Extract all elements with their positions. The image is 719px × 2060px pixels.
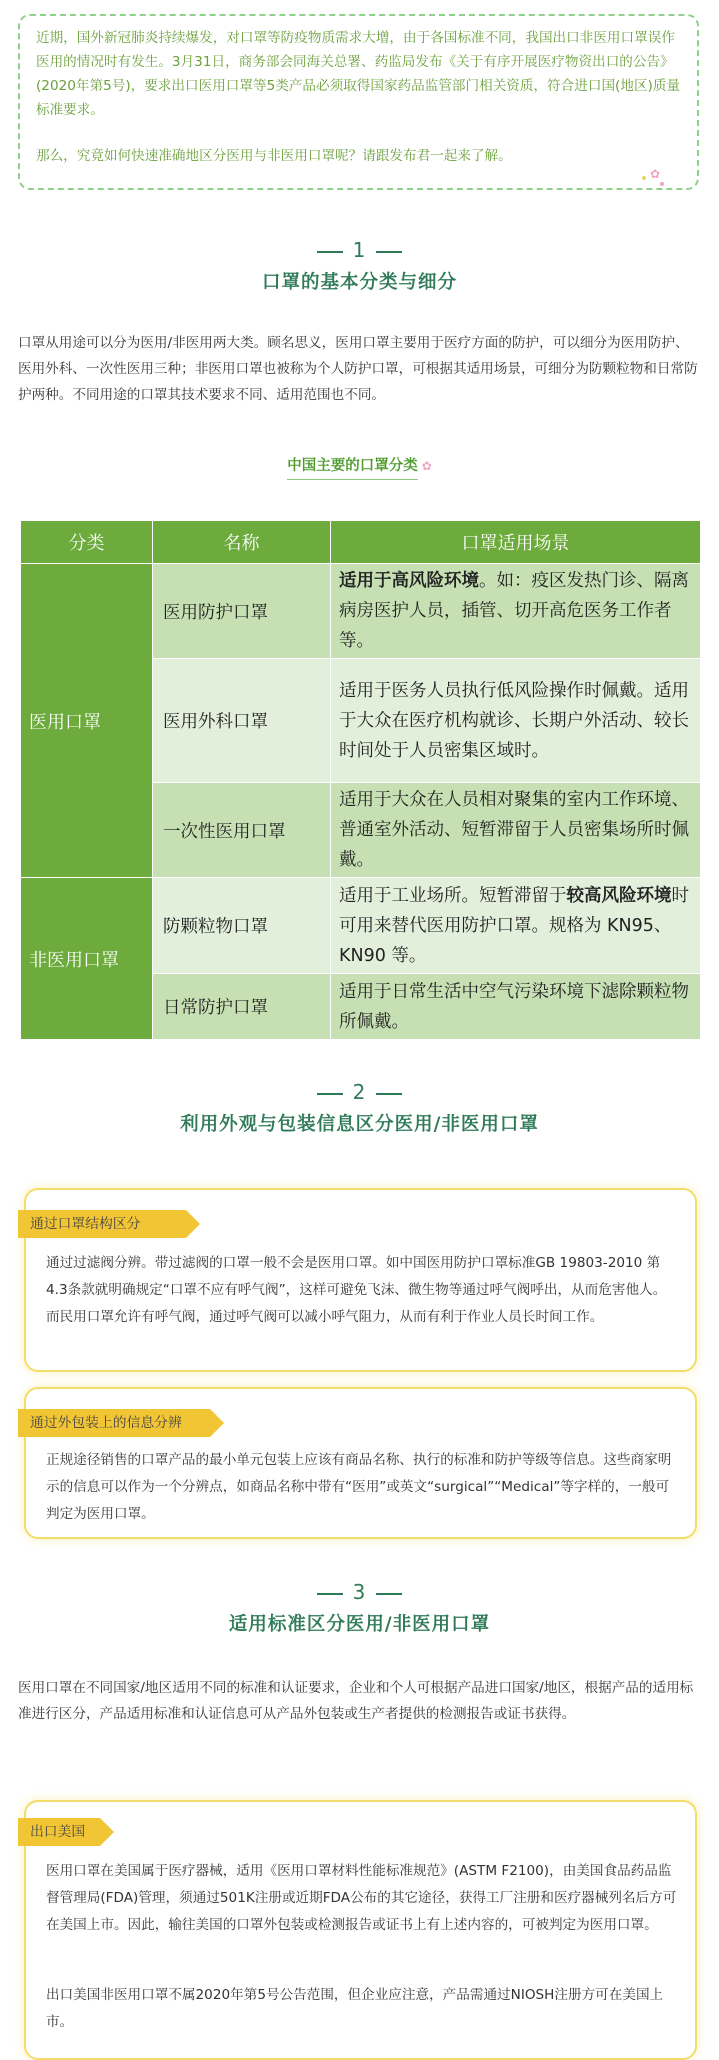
mask-scenario: 适用于大众在人员相对聚集的室内工作环境、普通室外活动、短暂滞留于人员密集场所时佩戴。 [331,783,701,878]
section-1-title: 口罩的基本分类与细分 [261,272,457,293]
mask-name: 一次性医用口罩 [153,783,331,878]
section-3-number: 3 [0,1580,719,1604]
flower-icon: ✿ [421,459,432,473]
flower-icon: ✿ [650,167,661,181]
section-2-number: 2 [0,1080,719,1104]
mask-scenario: 适用于工业场所。短暂滞留于较高风险环境时可用来替代医用防护口罩。规格为 KN95、KN90 等。 [331,878,701,974]
card-text: 通过过滤阀分辨。带过滤阀的口罩一般不会是医用口罩。如中国医用防护口罩标准GB 19803-2010 第4.3条款就明确规定“口罩不应有呼气阀”，这样可避免飞沫、微生物等通过呼气阀呼出，从而危害他人。而民用口罩允许有呼气阀，通过呼气阀可以减小呼气阻力，从而有利于作业人员长时间工作。 [46,1255,667,1325]
card-tag: 通过口罩结构区分 [18,1210,186,1238]
table-header: 名称 [153,521,331,564]
table-subheading: 中国主要的口罩分类 ✿ [0,454,719,480]
section-3-body: 医用口罩在不同国家/地区适用不同的标准和认证要求，企业和个人可根据产品进口国家/地区，根据产品的适用标准进行区分，产品适用标准和认证信息可从产品外包装或生产者提供的检测报告或证书获得。 [18,1680,694,1722]
mask-name: 医用外科口罩 [153,659,331,783]
mask-name: 日常防护口罩 [153,974,331,1040]
section-1-body: 口罩从用途可以分为医用/非医用两大类。顾名思义，医用口罩主要用于医疗方面的防护，可以细分为医用防护、医用外科、一次性医用三种；非医用口罩也被称为个人防护口罩，可根据其适用场景，可细分为防颗粒物和日常防护两种。不同用途的口罩其技术要求不同、适用范围也不同。 [18,335,698,403]
mask-scenario: 适用于高风险环境。如：疫区发热门诊、隔离病房医护人员，插管、切开高危医务工作者等。 [331,564,701,659]
mask-name: 防颗粒物口罩 [153,878,331,974]
card-text: 医用口罩在美国属于医疗器械，适用《医用口罩材料性能标准规范》(ASTM F2100)，由美国食品药品监督管理局(FDA)管理，须通过501K注册或近期FDA公布的其它途径，获得工厂注册和医疗器械列名后方可在美国上市。因此，输往美国的口罩外包装或检测报告或证书上有上述内容的，可被判定为医用口罩。 [46,1863,677,1933]
card-text: 出口美国非医用口罩不属2020年第5号公告范围，但企业应注意，产品需通过NIOSH注册方可在美国上市。 [46,1987,664,2030]
packaging-card [24,1387,697,1539]
mask-scenario: 适用于日常生活中空气污染环境下滤除颗粒物所佩戴。 [331,974,701,1040]
mask-name: 医用防护口罩 [153,564,331,659]
section-2-title: 利用外观与包装信息区分医用/非医用口罩 [180,1114,539,1135]
category-cell: 医用口罩 [21,564,153,878]
section-1-number: 1 [0,238,719,262]
dot-icon [660,182,664,186]
card-tag: 出口美国 [18,1818,100,1846]
dot-icon [642,176,646,180]
section-3-title: 适用标准区分医用/非医用口罩 [228,1614,491,1635]
table-row [21,878,701,974]
intro-box [18,14,699,190]
table-row [21,564,701,659]
mask-scenario: 适用于医务人员执行低风险操作时佩戴。适用于大众在医疗机构就诊、长期户外活动、较长时间处于人员密集区域时。 [331,659,701,783]
card-text: 正规途径销售的口罩产品的最小单元包装上应该有商品名称、执行的标准和防护等级等信息。这些商家明示的信息可以作为一个分辨点，如商品名称中带有“医用”或英文“surgical”“Medical”等字样的，一般可判定为医用口罩。 [46,1452,672,1522]
usa-export-card [24,1800,697,2060]
intro-paragraph-1: 近期，国外新冠肺炎持续爆发，对口罩等防疫物质需求大增，由于各国标准不同，我国出口非医用口罩误作医用的情况时有发生。3月31日，商务部会同海关总署、药监局发布《关于有序开展医疗物资出口的公告》(2020年第5号)，要求出口医用口罩等5类产品必须取得国家药品监管部门相关资质，符合进口国(地区)质量标准要求。 [36,30,681,118]
category-cell: 非医用口罩 [21,878,153,1040]
table-header: 口罩适用场景 [331,521,701,564]
structure-card [24,1188,697,1372]
card-tag: 通过外包装上的信息分辨 [18,1409,210,1437]
table-header-row [21,521,701,564]
mask-classification-table [20,520,701,1040]
intro-paragraph-2: 那么，究竟如何快速准确地区分医用与非医用口罩呢？请跟发布君一起来了解。 [36,148,512,164]
table-header: 分类 [21,521,153,564]
